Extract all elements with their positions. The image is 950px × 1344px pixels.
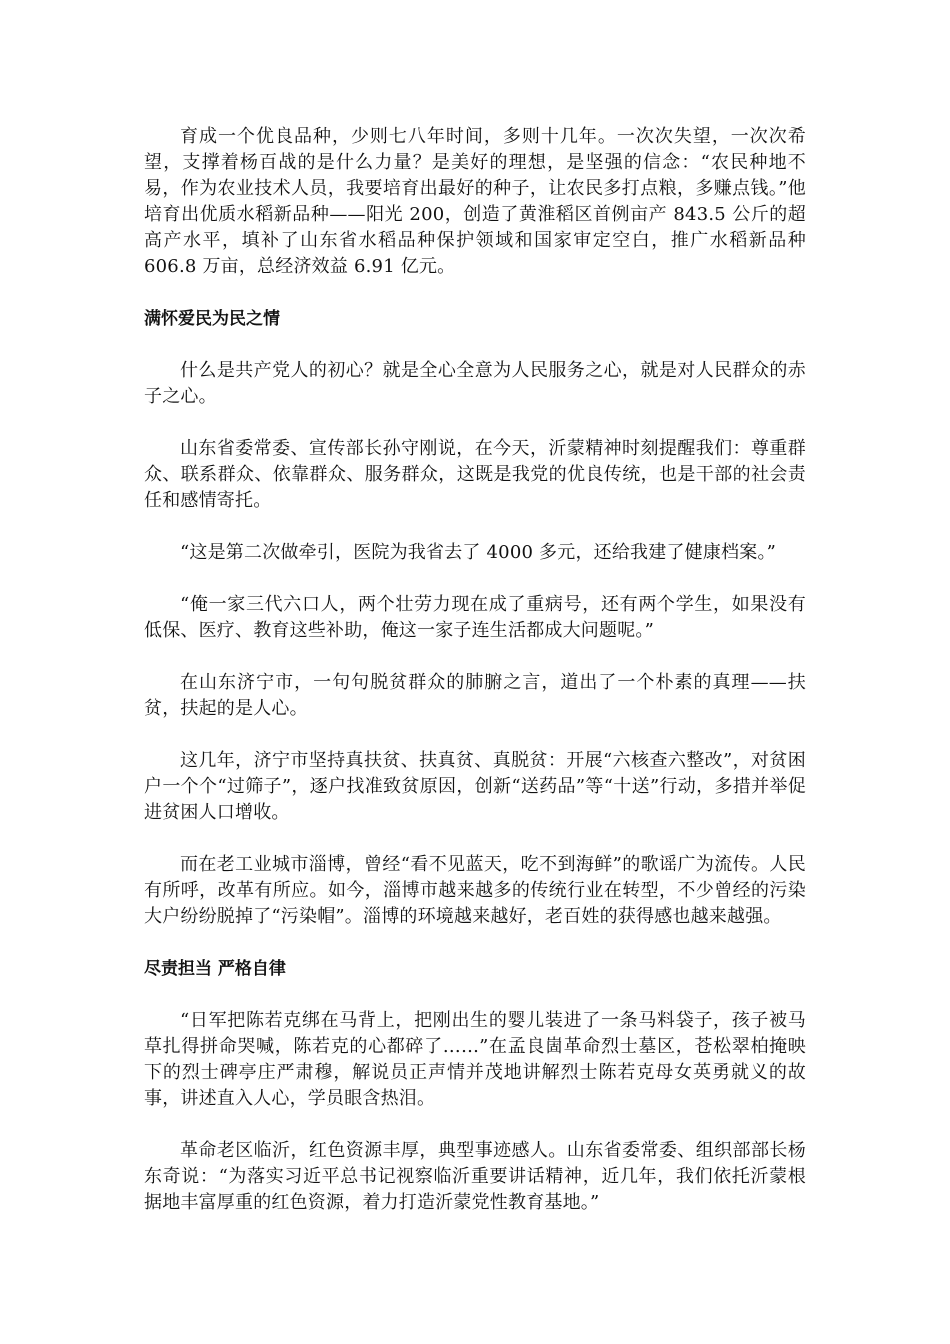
paragraph-original-aspiration: 什么是共产党人的初心？就是全心全意为人民服务之心，就是对人民群众的赤子之心。 bbox=[144, 360, 806, 407]
paragraph-chen-ruoke: “日军把陈若克绑在马背上，把刚出生的婴儿装进了一条马料袋子，孩子被马草扎得拼命哭喊，陈若克的心都碎了……”在孟良崮革命烈士墓区，苍松翠柏掩映下的烈士碑亭庄严肃穆，解说员正声情并茂地讲解烈士陈若克母女英勇就义的故事，讲述直入人心，学员眼含热泪。 bbox=[144, 1010, 806, 1109]
paragraph-linyi: 革命老区临沂，红色资源丰厚，典型事迹感人。山东省委常委、组织部部长杨东奇说：“为落实习近平总书记视察临沂重要讲话精神，近几年，我们依托沂蒙根据地丰富厚重的红色资源，着力打造沂蒙党性教育基地。” bbox=[144, 1140, 806, 1213]
paragraph-quote-family: “俺一家三代六口人，两个壮劳力现在成了重病号，还有两个学生，如果没有低保、医疗、教育这些补助，俺这一家子连生活都成大问题呢。” bbox=[144, 594, 806, 641]
paragraph-quote-hospital: “这是第二次做牵引，医院为我省去了 4000 多元，还给我建了健康档案。” bbox=[180, 542, 777, 563]
paragraph-sun-shougang: 山东省委常委、宣传部长孙守刚说，在今天，沂蒙精神时刻提醒我们：尊重群众、联系群众、依靠群众、服务群众，这既是我党的优良传统，也是干部的社会责任和感情寄托。 bbox=[144, 438, 806, 511]
paragraph-zibo: 而在老工业城市淄博，曾经“看不见蓝天，吃不到海鲜”的歌谣广为流传。人民有所呼，改革有所应。如今，淄博市越来越多的传统行业在转型，不少曾经的污染大户纷纷脱掉了“污染帽”。淄博的环境越来越好，老百姓的获得感也越来越强。 bbox=[144, 854, 806, 927]
section-heading-responsibility: 尽责担当 严格自律 bbox=[144, 959, 286, 979]
section-heading-love-people: 满怀爱民为民之情 bbox=[144, 309, 280, 329]
paragraph-jining-truth: 在山东济宁市，一句句脱贫群众的肺腑之言，道出了一个朴素的真理——扶贫，扶起的是人心。 bbox=[144, 672, 806, 719]
paragraph-jining-poverty: 这几年，济宁市坚持真扶贫、扶真贫、真脱贫：开展“六核查六整改”，对贫困户一个个“过筛子”，逐户找准致贫原因，创新“送药品”等“十送”行动，多措并举促进贫困人口增收。 bbox=[144, 750, 806, 823]
document-body bbox=[144, 124, 806, 1242]
paragraph-rice-breeding: 育成一个优良品种，少则七八年时间，多则十几年。一次次失望，一次次希望，支撑着杨百战的是什么力量？是美好的理想，是坚强的信念：“农民种地不易，作为农业技术人员，我要培育出最好的种子，让农民多打点粮，多赚点钱。”他培育出优质水稻新品种——阳光 200，创造了黄淮稻区首例亩产 843.5 公斤的超高产水平，填补了山东省水稻品种保护领域和国家审定空白，推广水稻新品种 606.8 万亩，总经济效益 6.91 亿元。 bbox=[144, 126, 806, 277]
